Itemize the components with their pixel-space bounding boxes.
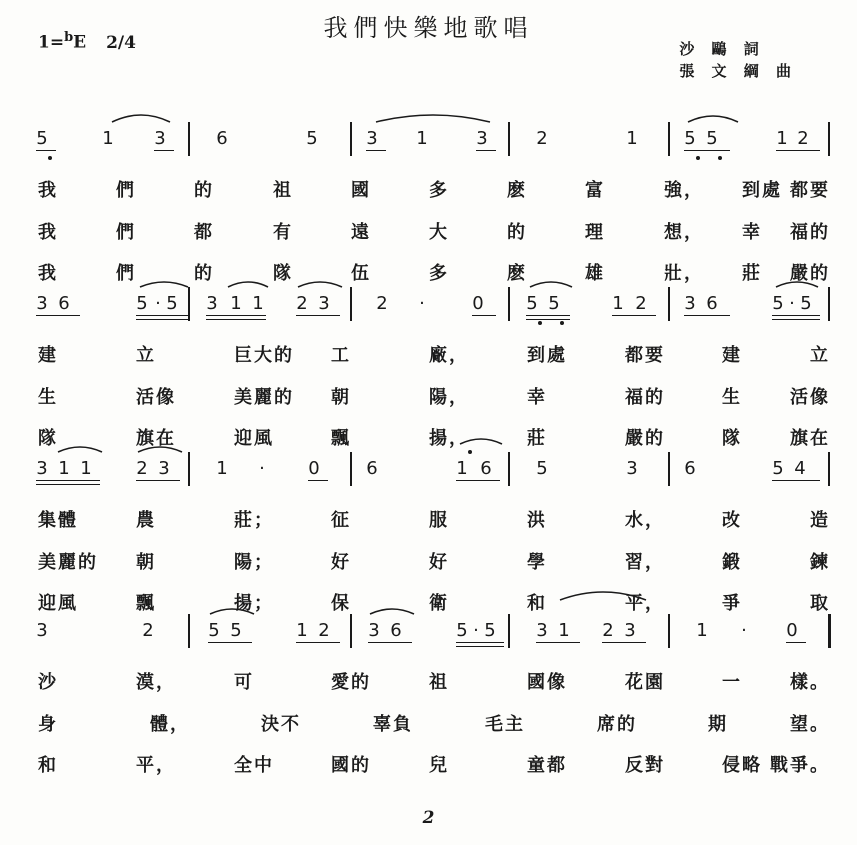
lyric-syllable: 美麗的 bbox=[38, 552, 98, 573]
song-title: 我們快樂地歌唱 bbox=[323, 14, 534, 42]
note: 3 bbox=[154, 128, 166, 149]
lyric-syllable: 我 bbox=[38, 222, 58, 243]
lyric-syllable: 席的 bbox=[597, 714, 637, 735]
slur-arc bbox=[112, 115, 170, 122]
lyric-syllable: 的 bbox=[507, 222, 527, 243]
beam-underline bbox=[36, 150, 56, 151]
lyric-syllable: 們 bbox=[116, 222, 136, 243]
lyric-syllable: 我 bbox=[38, 180, 58, 201]
beam-underline bbox=[684, 315, 730, 316]
barline bbox=[188, 452, 190, 486]
barline bbox=[508, 452, 510, 486]
lyric-syllable: 迎風 bbox=[234, 428, 274, 449]
lyric-syllable: 建 bbox=[722, 345, 742, 366]
note: 4 bbox=[794, 458, 806, 479]
barline bbox=[188, 287, 190, 321]
lyric-syllable: 福的 bbox=[790, 222, 830, 243]
beam-underline bbox=[456, 480, 500, 481]
lyric-syllable: 富 bbox=[585, 180, 605, 201]
note: 3 bbox=[368, 620, 380, 641]
note: 5 bbox=[536, 458, 548, 479]
beam-underline bbox=[602, 642, 646, 643]
barline bbox=[508, 287, 510, 321]
slur-arc bbox=[688, 116, 738, 122]
lyric-syllable: 沙 bbox=[38, 672, 58, 693]
lyric-syllable: 多 bbox=[429, 263, 449, 284]
note: 1 bbox=[80, 458, 92, 479]
time-signature: 2/4 bbox=[106, 32, 136, 53]
note: 1 bbox=[696, 620, 708, 641]
barline bbox=[188, 614, 190, 648]
note: 3 bbox=[206, 293, 218, 314]
beam-underline bbox=[772, 480, 820, 481]
lyric-syllable: 取 bbox=[810, 593, 830, 614]
lyric-syllable: 保 bbox=[331, 593, 351, 614]
lyric-syllable: 平， bbox=[625, 593, 665, 614]
final-barline bbox=[828, 614, 831, 648]
lyric-syllable: 隊 bbox=[722, 428, 742, 449]
barline bbox=[668, 614, 670, 648]
beam-underline bbox=[296, 315, 340, 316]
lyric-syllable: 建 bbox=[38, 345, 58, 366]
lyric-syllable: 們 bbox=[116, 180, 136, 201]
lyric-syllable: 嚴的 bbox=[790, 263, 830, 284]
note: 3 bbox=[684, 293, 696, 314]
note: 3 bbox=[626, 458, 638, 479]
lyric-syllable: 戰爭。 bbox=[770, 755, 830, 776]
lyric-syllable: 大 bbox=[429, 222, 449, 243]
lyric-syllable: 廠， bbox=[429, 345, 469, 366]
beam-underline bbox=[476, 150, 496, 151]
lyric-syllable: 福的 bbox=[625, 387, 665, 408]
lyric-syllable: 活像 bbox=[790, 387, 830, 408]
note: · bbox=[789, 293, 795, 314]
lyric-syllable: 辜負 bbox=[373, 714, 413, 735]
barline bbox=[668, 452, 670, 486]
lyric-syllable: 和 bbox=[38, 755, 58, 776]
note: · bbox=[741, 620, 747, 641]
note: 2 bbox=[376, 293, 388, 314]
lyric-syllable: 立 bbox=[136, 345, 156, 366]
lyric-syllable: 衛 bbox=[429, 593, 449, 614]
note: 6 bbox=[58, 293, 70, 314]
lyric-syllable: 的 bbox=[194, 180, 214, 201]
lyric-syllable: 工 bbox=[331, 345, 351, 366]
lyric-syllable: 祖 bbox=[429, 672, 449, 693]
note: 5 bbox=[456, 620, 468, 641]
slur-arc bbox=[530, 282, 572, 287]
note: 3 bbox=[624, 620, 636, 641]
lyric-syllable: 揚， bbox=[429, 428, 469, 449]
beam-underline bbox=[154, 150, 174, 151]
lyric-syllable: 好 bbox=[331, 552, 351, 573]
slur-arc bbox=[370, 609, 414, 614]
beam-underline bbox=[208, 642, 252, 643]
note: 2 bbox=[602, 620, 614, 641]
note: 2 bbox=[136, 458, 148, 479]
lyric-syllable: 都要 bbox=[790, 180, 830, 201]
lyric-syllable: 國 bbox=[351, 180, 371, 201]
note: 5 bbox=[706, 128, 718, 149]
beam-underline bbox=[368, 642, 412, 643]
beam-underline bbox=[136, 319, 188, 320]
note: 5 bbox=[36, 128, 48, 149]
octave-dot bbox=[468, 450, 472, 454]
barline bbox=[350, 287, 352, 321]
lyric-syllable: 旗在 bbox=[790, 428, 830, 449]
note: 2 bbox=[536, 128, 548, 149]
lyric-syllable: 鍛 bbox=[722, 552, 742, 573]
beam-underline bbox=[456, 646, 504, 647]
note: 3 bbox=[36, 458, 48, 479]
lyric-syllable: 陽； bbox=[234, 552, 274, 573]
lyric-syllable: 服 bbox=[429, 510, 449, 531]
lyric-syllable: 立 bbox=[810, 345, 830, 366]
lyric-syllable: 隊 bbox=[38, 428, 58, 449]
lyric-syllable: 一 bbox=[722, 672, 742, 693]
note: · bbox=[419, 293, 425, 314]
note: 3 bbox=[36, 620, 48, 641]
beam-underline bbox=[136, 315, 188, 316]
octave-dot bbox=[48, 156, 52, 160]
lyric-syllable: 陽， bbox=[429, 387, 469, 408]
lyric-syllable: 莊 bbox=[527, 428, 547, 449]
lyric-syllable: 理 bbox=[585, 222, 605, 243]
key-prefix: 1= bbox=[38, 32, 65, 53]
lyric-syllable: 幸 bbox=[742, 222, 762, 243]
note: 2 bbox=[635, 293, 647, 314]
lyric-syllable: 伍 bbox=[351, 263, 371, 284]
lyric-syllable: 童都 bbox=[527, 755, 567, 776]
barline bbox=[508, 122, 510, 156]
beam-underline bbox=[526, 315, 570, 316]
note: 5 bbox=[684, 128, 696, 149]
note: 1 bbox=[230, 293, 242, 314]
lyric-syllable: 征 bbox=[331, 510, 351, 531]
lyric-syllable: 想， bbox=[664, 222, 704, 243]
barline bbox=[350, 614, 352, 648]
lyric-syllable: 期 bbox=[708, 714, 728, 735]
lyric-syllable: 美麗的 bbox=[234, 387, 294, 408]
note: 2 bbox=[142, 620, 154, 641]
barline bbox=[828, 452, 830, 486]
lyric-syllable: 都 bbox=[194, 222, 214, 243]
beam-underline bbox=[526, 319, 570, 320]
note: 6 bbox=[366, 458, 378, 479]
lyric-syllable: 平， bbox=[136, 755, 176, 776]
key-name: E bbox=[73, 32, 87, 53]
lyric-syllable: 飄 bbox=[331, 428, 351, 449]
lyric-syllable: 都要 bbox=[625, 345, 665, 366]
note: 5 bbox=[526, 293, 538, 314]
beam-underline bbox=[206, 319, 266, 320]
lyric-syllable: 兒 bbox=[429, 755, 449, 776]
note: 5 bbox=[484, 620, 496, 641]
barline bbox=[508, 614, 510, 648]
lyric-syllable: 朝 bbox=[136, 552, 156, 573]
barline bbox=[350, 122, 352, 156]
note: 3 bbox=[158, 458, 170, 479]
note: 3 bbox=[318, 293, 330, 314]
octave-dot bbox=[538, 321, 542, 325]
barline bbox=[188, 122, 190, 156]
lyric-syllable: 習， bbox=[625, 552, 665, 573]
lyric-syllable: 洪 bbox=[527, 510, 547, 531]
lyric-syllable: 揚； bbox=[234, 593, 274, 614]
note: 1 bbox=[216, 458, 228, 479]
barline bbox=[668, 287, 670, 321]
lyric-syllable: 朝 bbox=[331, 387, 351, 408]
lyric-syllable: 花園 bbox=[625, 672, 665, 693]
note: 5 bbox=[772, 293, 784, 314]
barline bbox=[828, 122, 830, 156]
beam-underline bbox=[776, 150, 820, 151]
lyric-syllable: 鍊 bbox=[810, 552, 830, 573]
slur-arc bbox=[140, 282, 188, 287]
lyric-syllable: 樣。 bbox=[790, 672, 830, 693]
beam-underline bbox=[472, 315, 496, 316]
note: · bbox=[473, 620, 479, 641]
lyric-syllable: 侵略 bbox=[722, 755, 762, 776]
lyric-syllable: 遠 bbox=[351, 222, 371, 243]
lyric-syllable: 漠， bbox=[136, 672, 176, 693]
lyric-syllable: 愛的 bbox=[331, 672, 371, 693]
note: 5 bbox=[800, 293, 812, 314]
lyric-syllable: 生 bbox=[722, 387, 742, 408]
note: 1 bbox=[612, 293, 624, 314]
lyric-syllable: 迎風 bbox=[38, 593, 78, 614]
slur-arc bbox=[376, 115, 490, 122]
note: 2 bbox=[318, 620, 330, 641]
note: 1 bbox=[252, 293, 264, 314]
note: 3 bbox=[536, 620, 548, 641]
note: 3 bbox=[36, 293, 48, 314]
lyric-syllable: 決不 bbox=[261, 714, 301, 735]
note: 1 bbox=[416, 128, 428, 149]
note: 0 bbox=[786, 620, 798, 641]
beam-underline bbox=[308, 480, 328, 481]
beam-underline bbox=[366, 150, 386, 151]
note: 0 bbox=[308, 458, 320, 479]
note: 0 bbox=[472, 293, 484, 314]
note: 5 bbox=[166, 293, 178, 314]
flat-sign: b bbox=[64, 30, 74, 45]
key-signature bbox=[38, 30, 136, 53]
note: 5 bbox=[548, 293, 560, 314]
lyric-syllable: 毛主 bbox=[485, 714, 525, 735]
lyric-syllable: 農 bbox=[136, 510, 156, 531]
lyric-syllable: 到處 bbox=[742, 180, 782, 201]
note: 5 bbox=[136, 293, 148, 314]
note: 1 bbox=[296, 620, 308, 641]
lyric-syllable: 可 bbox=[234, 672, 254, 693]
lyric-syllable: 隊 bbox=[273, 263, 293, 284]
beam-underline bbox=[684, 150, 730, 151]
note: 1 bbox=[776, 128, 788, 149]
lyric-syllable: 雄 bbox=[585, 263, 605, 284]
barline bbox=[350, 452, 352, 486]
lyric-syllable: 爭 bbox=[722, 593, 742, 614]
beam-underline bbox=[612, 315, 656, 316]
lyric-syllable: 們 bbox=[116, 263, 136, 284]
note: 6 bbox=[706, 293, 718, 314]
lyric-syllable: 的 bbox=[194, 263, 214, 284]
credits bbox=[679, 38, 797, 82]
lyric-syllable: 全中 bbox=[234, 755, 274, 776]
lyric-syllable: 莊 bbox=[742, 263, 762, 284]
lyric-syllable: 體， bbox=[150, 714, 190, 735]
note: 1 bbox=[456, 458, 468, 479]
note: 1 bbox=[102, 128, 114, 149]
octave-dot bbox=[696, 156, 700, 160]
beam-underline bbox=[36, 484, 100, 485]
beam-underline bbox=[536, 642, 580, 643]
lyricist-credit: 沙 鷗 詞 bbox=[679, 40, 765, 58]
note: · bbox=[259, 458, 265, 479]
lyric-syllable: 多 bbox=[429, 180, 449, 201]
lyric-syllable: 旗在 bbox=[136, 428, 176, 449]
lyric-syllable: 壯， bbox=[664, 263, 704, 284]
lyric-syllable: 飄 bbox=[136, 593, 156, 614]
lyric-syllable: 好 bbox=[429, 552, 449, 573]
note: 1 bbox=[558, 620, 570, 641]
slur-arc bbox=[298, 282, 342, 287]
note: 3 bbox=[476, 128, 488, 149]
note: 6 bbox=[390, 620, 402, 641]
beam-underline bbox=[456, 642, 504, 643]
note: 3 bbox=[366, 128, 378, 149]
lyric-syllable: 望。 bbox=[790, 714, 830, 735]
note: 5 bbox=[306, 128, 318, 149]
composer-credit: 張 文 綱 曲 bbox=[679, 62, 797, 80]
beam-underline bbox=[772, 319, 820, 320]
beam-underline bbox=[206, 315, 266, 316]
beam-underline bbox=[36, 315, 80, 316]
slur-arc bbox=[228, 282, 268, 287]
note: 5 bbox=[230, 620, 242, 641]
note: 2 bbox=[797, 128, 809, 149]
lyric-syllable: 國像 bbox=[527, 672, 567, 693]
lyric-syllable: 到處 bbox=[527, 345, 567, 366]
beam-underline bbox=[772, 315, 820, 316]
beam-underline bbox=[136, 480, 180, 481]
lyric-syllable: 國的 bbox=[331, 755, 371, 776]
lyric-syllable: 反對 bbox=[625, 755, 665, 776]
lyric-syllable: 集體 bbox=[38, 510, 78, 531]
slur-arc bbox=[58, 447, 102, 452]
lyric-syllable: 生 bbox=[38, 387, 58, 408]
beam-underline bbox=[786, 642, 806, 643]
page-number: 2 bbox=[422, 808, 435, 828]
lyric-syllable: 嚴的 bbox=[625, 428, 665, 449]
note: 6 bbox=[684, 458, 696, 479]
note: 5 bbox=[208, 620, 220, 641]
note: 5 bbox=[772, 458, 784, 479]
lyric-syllable: 莊； bbox=[234, 510, 274, 531]
lyric-syllable: 麽 bbox=[507, 263, 527, 284]
barline bbox=[668, 122, 670, 156]
lyric-syllable: 身 bbox=[38, 714, 58, 735]
lyric-syllable: 幸 bbox=[527, 387, 547, 408]
lyric-syllable: 強， bbox=[664, 180, 704, 201]
beam-underline bbox=[296, 642, 340, 643]
octave-dot bbox=[560, 321, 564, 325]
lyric-syllable: 祖 bbox=[273, 180, 293, 201]
lyric-syllable: 造 bbox=[810, 510, 830, 531]
lyric-syllable: 水， bbox=[625, 510, 665, 531]
note: 2 bbox=[296, 293, 308, 314]
lyric-syllable: 我 bbox=[38, 263, 58, 284]
note: 6 bbox=[216, 128, 228, 149]
beam-underline bbox=[36, 480, 100, 481]
lyric-syllable: 麽 bbox=[507, 180, 527, 201]
note: · bbox=[155, 293, 161, 314]
octave-dot bbox=[718, 156, 722, 160]
lyric-syllable: 和 bbox=[527, 593, 547, 614]
note: 1 bbox=[626, 128, 638, 149]
barline bbox=[828, 287, 830, 321]
note: 6 bbox=[480, 458, 492, 479]
note: 1 bbox=[58, 458, 70, 479]
lyric-syllable: 改 bbox=[722, 510, 742, 531]
lyric-syllable: 學 bbox=[527, 552, 547, 573]
lyric-syllable: 活像 bbox=[136, 387, 176, 408]
lyric-syllable: 有 bbox=[273, 222, 293, 243]
lyric-syllable: 巨大的 bbox=[234, 345, 294, 366]
